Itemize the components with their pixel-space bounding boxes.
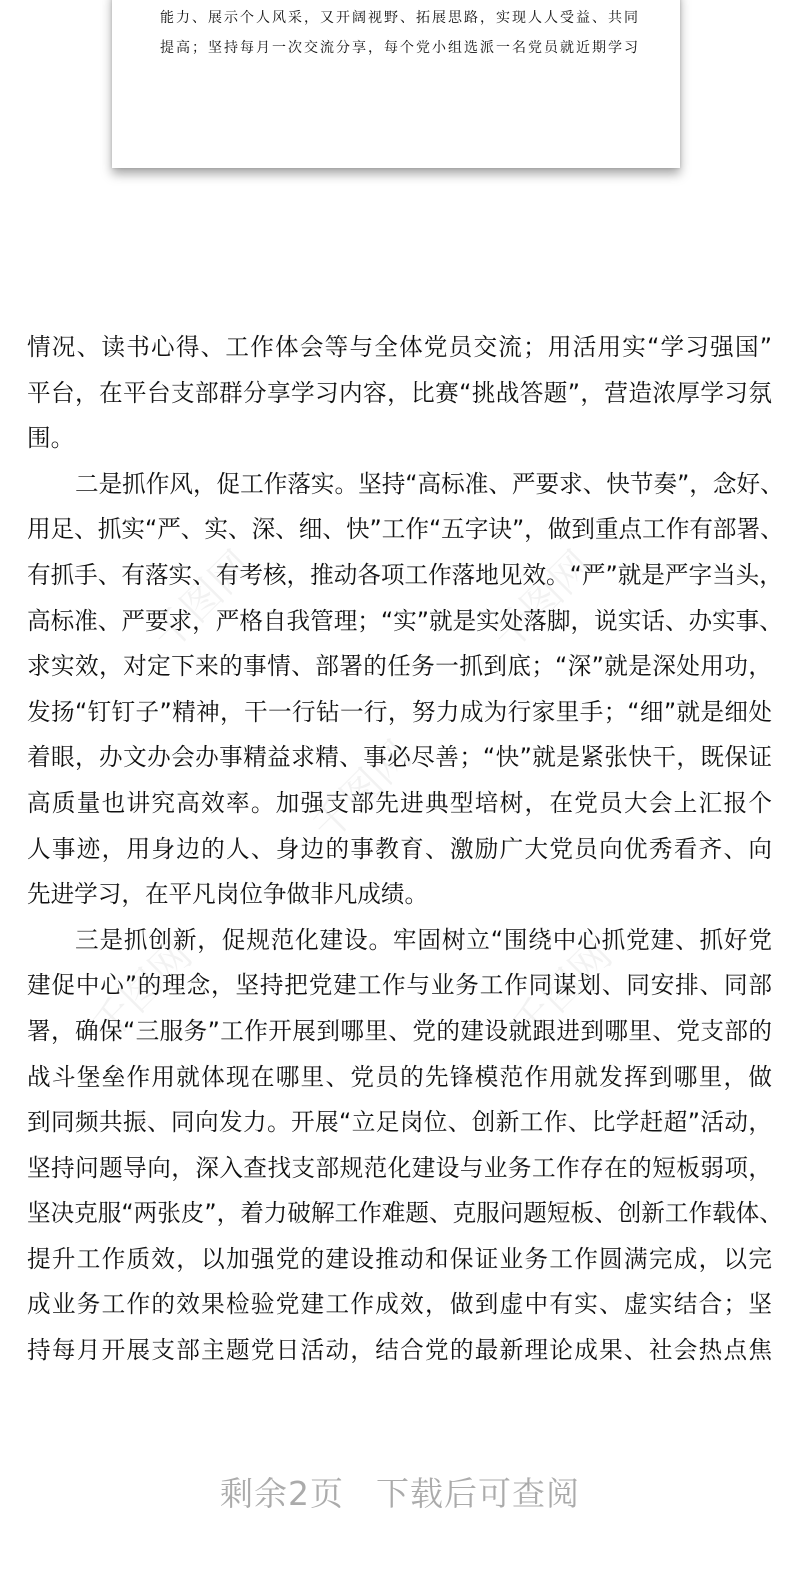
body-text-line: 围。: [27, 424, 75, 453]
body-text-line: 求实效，对定下来的事情、部署的任务一抓到底；“深”就是深处用功，: [27, 652, 772, 681]
body-text-line: 坚持问题导向，深入查找支部规范化建设与业务工作存在的短板弱项，: [27, 1153, 772, 1182]
body-text-line: 持每月开展支部主题党日活动，结合党的最新理论成果、社会热点焦: [27, 1336, 772, 1365]
body-text-line: 二是抓作风，促工作落实。坚持“高标准、严要求、快节奏”，念好、: [75, 469, 784, 498]
body-text-line: 着眼，办文办会办事精益求精、事必尽善；“快”就是紧张快干，既保证: [27, 743, 772, 772]
body-text-line: 人事迹，用身边的人、身边的事教育、激励广大党员向优秀看齐、向: [27, 834, 772, 863]
body-text-line: 到同频共振、同向发力。开展“立足岗位、创新工作、比学赶超”活动，: [27, 1108, 772, 1137]
watermark: 千图网: [83, 932, 202, 1050]
document-body: [27, 325, 784, 1374]
body-text-line: 发扬“钉钉子”精神，干一行钻一行，努力成为行家里手；“细”就是细处: [27, 697, 772, 726]
body-text-line: 先进学习，在平凡岗位争做非凡成绩。: [27, 880, 429, 909]
body-text-line: 高质量也讲究高效率。加强支部先进典型培树，在党员大会上汇报个: [27, 788, 772, 817]
body-text-line: 用足、抓实“严、实、深、细、快”工作“五字诀”，做到重点工作有部署、: [27, 515, 784, 544]
body-text-line: 成业务工作的效果检验党建工作成效，做到虚中有实、虚实结合；坚: [27, 1290, 772, 1319]
page-preview-card: [112, 0, 680, 168]
card-text-line: 提高；坚持每月一次交流分享，每个党小组选派一名党员就近期学习: [160, 40, 638, 56]
watermark: 千图网: [303, 732, 422, 850]
watermark: 千图网: [143, 542, 262, 660]
body-text-line: 战斗堡垒作用就体现在哪里、党员的先锋模范作用就发挥到哪里，做: [27, 1062, 772, 1091]
watermark: 千图网: [483, 542, 602, 660]
body-text-line: 建促中心”的理念，坚持把党建工作与业务工作同谋划、同安排、同部: [27, 971, 772, 1000]
body-text-line: 三是抓创新，促规范化建设。牢固树立“围绕中心抓党建、抓好党: [75, 925, 772, 954]
body-text-line: 有抓手、有落实、有考核，推动各项工作落地见效。“严”就是严字当头，: [27, 560, 783, 589]
watermark: 千图网: [503, 932, 622, 1050]
body-text-line: 高标准、严要求，严格自我管理；“实”就是实处落脚，说实话、办实事、: [27, 606, 783, 635]
body-text-line: 情况、读书心得、工作体会等与全体党员交流；用活用实“学习强国”: [27, 333, 772, 361]
remaining-pages-label: 剩余2页: [220, 1474, 344, 1513]
body-text-line: 平台，在平台支部群分享学习内容，比赛“挑战答题”，营造浓厚学习氛: [27, 378, 772, 407]
download-prompt[interactable]: 下载后可查阅: [376, 1474, 580, 1513]
body-text-line: 坚决克服“两张皮”，着力破解工作难题、克服问题短板、创新工作载体、: [27, 1199, 783, 1228]
body-text-line: 提升工作质效，以加强党的建设推动和保证业务工作圆满完成，以完: [27, 1244, 772, 1273]
read-more-banner[interactable]: [0, 1468, 800, 1515]
body-text-line: 署，确保“三服务”工作开展到哪里、党的建设就跟进到哪里、党支部的: [27, 1016, 772, 1045]
card-text-line: 能力、展示个人风采，又开阔视野、拓展思路，实现人人受益、共同: [160, 10, 638, 26]
